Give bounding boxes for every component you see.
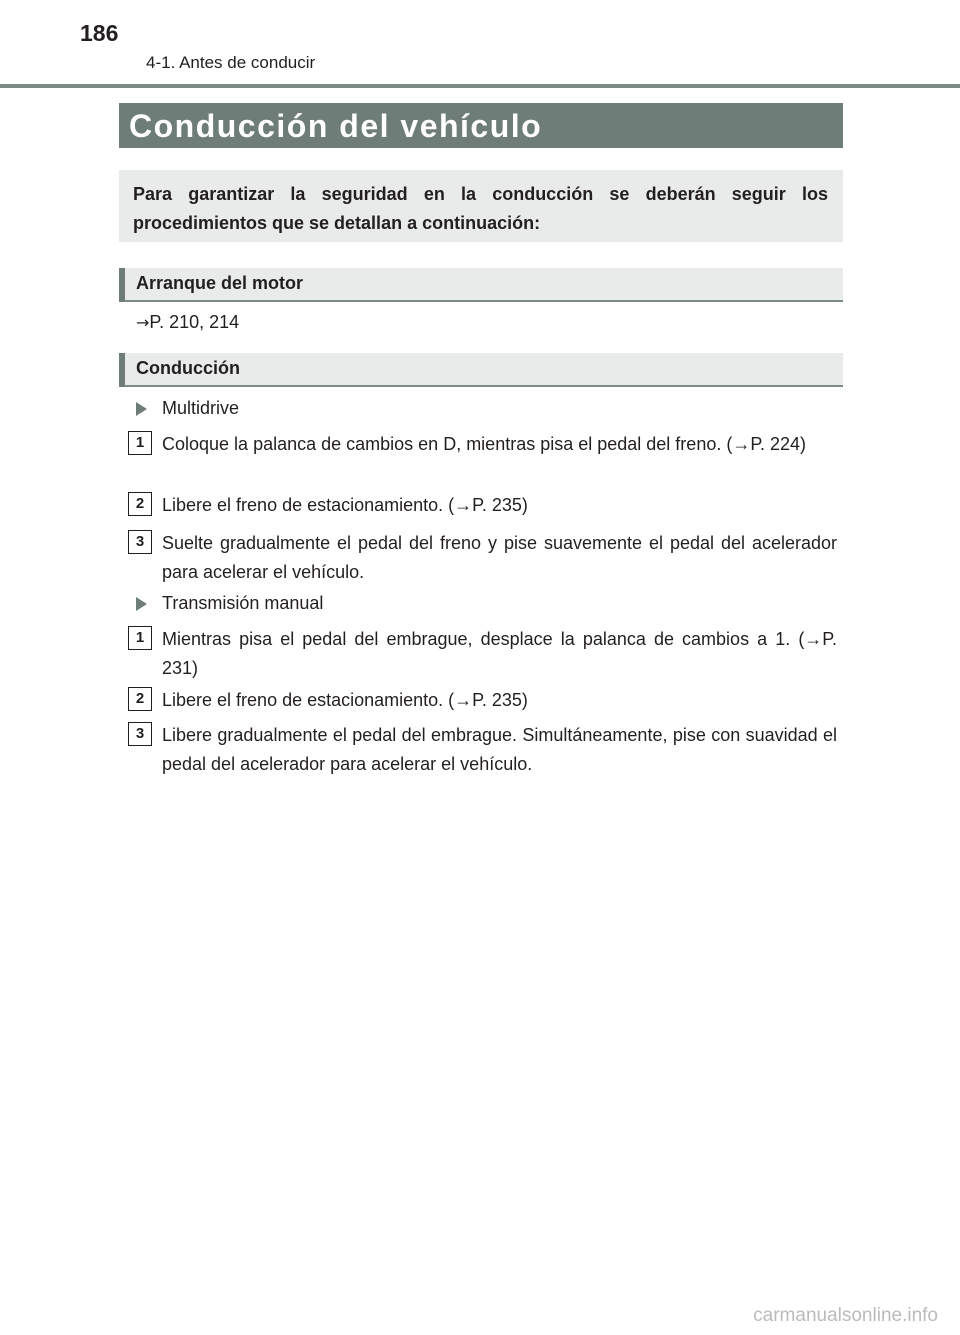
triangle-bullet-icon xyxy=(136,597,147,611)
intro-box xyxy=(119,170,843,242)
step-text: Libere gradualmente el pedal del embrague. Simultáneamente, pise con suavidad el pedal del acelerador para acelerar el vehículo. xyxy=(162,725,837,774)
subheading-accent xyxy=(119,353,125,387)
step-text: Mientras pisa el pedal del embrague, desplace la palanca de cambios a 1. (→P. 231) xyxy=(162,629,837,678)
engine-start-reference xyxy=(136,312,239,333)
header-divider xyxy=(0,84,960,88)
section-label: 4-1. Antes de conducir xyxy=(146,53,316,72)
step-number-badge: 2 xyxy=(128,492,152,516)
step-number-badge: 1 xyxy=(128,626,152,650)
watermark: carmanualsonline.info xyxy=(753,1305,938,1326)
bullet-label: Transmisión manual xyxy=(162,593,324,613)
triangle-bullet-icon xyxy=(136,402,147,416)
arrow-icon: → xyxy=(136,313,150,332)
step-number-badge: 1 xyxy=(128,431,152,455)
page-title-bar xyxy=(119,103,843,148)
subheading-text: Arranque del motor xyxy=(136,273,304,293)
reference-link[interactable]: P. 210, 214 xyxy=(149,312,240,332)
step-number-badge: 2 xyxy=(128,687,152,711)
page-number: 186 xyxy=(80,20,119,46)
subheading-engine-start xyxy=(119,268,843,302)
subheading-driving xyxy=(119,353,843,387)
bullet-label: Multidrive xyxy=(162,398,240,418)
subheading-text: Conducción xyxy=(136,358,240,378)
step-text: Libere el freno de estacionamiento. (→P. 235) xyxy=(162,690,528,710)
step-text: Coloque la palanca de cambios en D, mientras pisa el pedal del freno. (→P. 224) xyxy=(162,434,807,454)
page-header xyxy=(0,0,960,90)
step-text: Suelte gradualmente el pedal del freno y pise suavemente el pedal del acelerador para acelerar el vehículo. xyxy=(162,533,837,582)
intro-text: Para garantizar la seguridad en la conducción se deberán seguir los procedimientos que se detallan a continuación: xyxy=(133,184,828,233)
page-title: Conducción del vehículo xyxy=(129,108,543,144)
subheading-accent xyxy=(119,268,125,302)
step-number-badge: 3 xyxy=(128,722,152,746)
step-number-badge: 3 xyxy=(128,530,152,554)
step-text: Libere el freno de estacionamiento. (→P. 235) xyxy=(162,495,528,515)
